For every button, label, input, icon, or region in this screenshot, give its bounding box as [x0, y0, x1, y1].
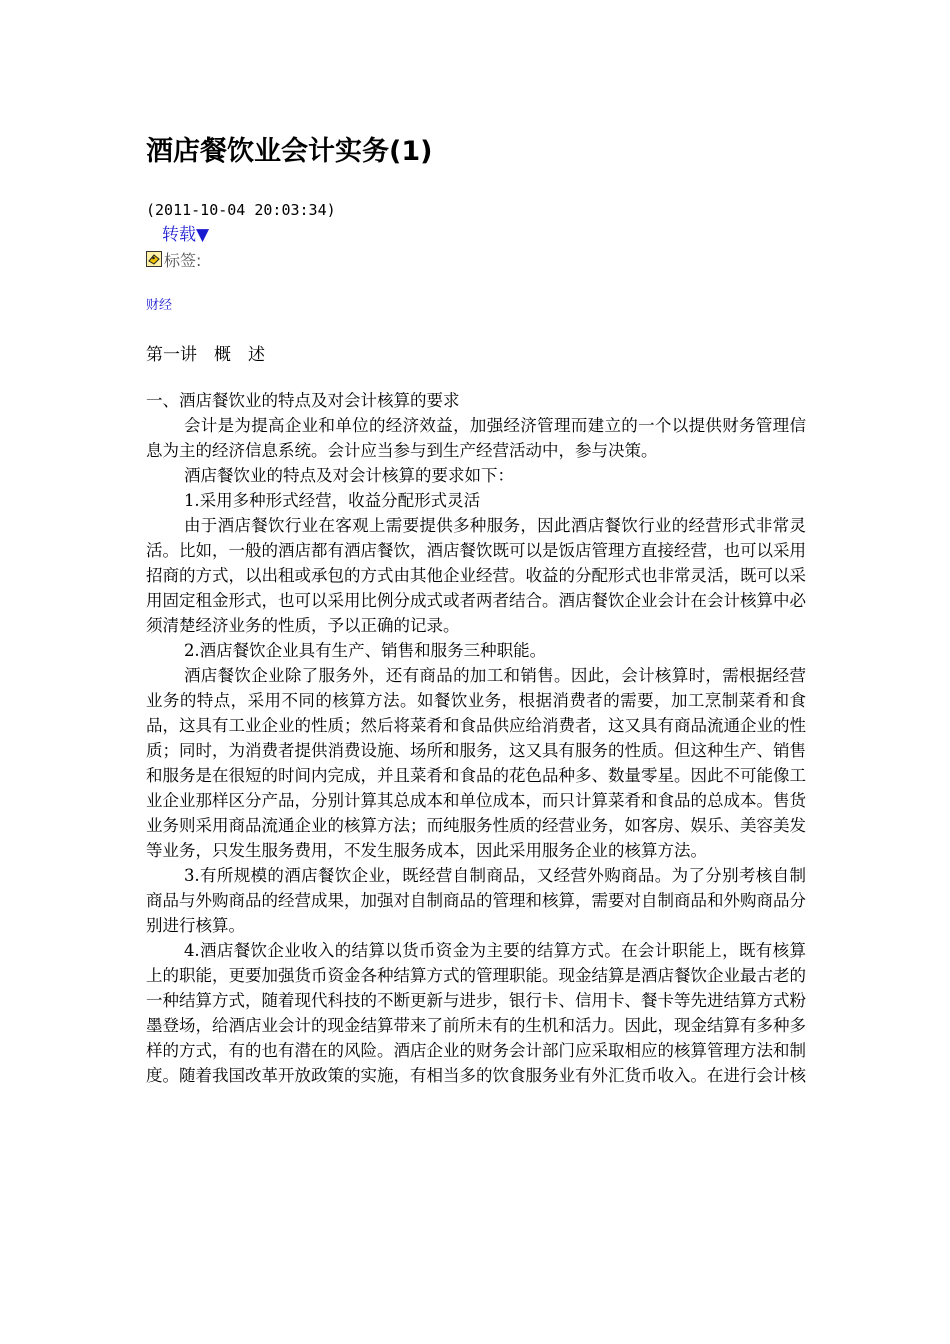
- paragraph: 酒店餐饮企业除了服务外，还有商品的加工和销售。因此，会计核算时，需根据经营业务的特点，采用不同的核算方法。如餐饮业务，根据消费者的需要，加工烹制菜肴和食品，这具有工业企业的性质；然后将菜肴和食品供应给消费者，这又具有商品流通企业的性质；同时，为消费者提供消费设施、场所和服务，这又具有服务的性质。但这种生产、销售和服务是在很短的时间内完成，并且菜肴和食品的花色品种多、数量零星。因此不可能像工业企业那样区分产品，分别计算其总成本和单位成本，而只计算菜肴和食品的总成本。售货业务则采用商品流通企业的核算方法；而纯服务性质的经营业务，如客房、娱乐、美容美发等业务，只发生服务费用，不发生服务成本，因此采用服务企业的核算方法。: [146, 666, 806, 860]
- paragraph: 酒店餐饮业的特点及对会计核算的要求如下：: [183, 466, 514, 485]
- tag-link-finance[interactable]: 财经: [146, 298, 173, 313]
- tag-label: 标签:: [164, 250, 202, 270]
- article-title: 酒店餐饮业会计实务(1): [146, 136, 433, 167]
- paragraph: 2.酒店餐饮企业具有生产、销售和服务三种职能。: [183, 641, 547, 660]
- paragraph: 会计是为提高企业和单位的经济效益，加强经济管理而建立的一个以提供财务管理信息为主的经济信息系统。会计应当参与到生产经营活动中，参与决策。: [146, 416, 806, 460]
- tag-icon: [146, 251, 162, 267]
- section-heading: 一、酒店餐饮业的特点及对会计核算的要求: [146, 391, 460, 410]
- article-body: [146, 388, 806, 1088]
- post-timestamp: (2011-10-04 20:03:34): [146, 201, 336, 219]
- lecture-heading: 第一讲 概 述: [146, 345, 265, 365]
- tag-row: [146, 248, 201, 270]
- repost-button[interactable]: 转载▼: [162, 225, 210, 245]
- paragraph: 3.有所规模的酒店餐饮企业，既经营自制商品，又经营外购商品。为了分别考核自制商品与外购商品的经营成果，加强对自制商品的管理和核算，需要对自制商品和外购商品分别进行核算。: [146, 866, 806, 935]
- paragraph: 由于酒店餐饮行业在客观上需要提供多种服务，因此酒店餐饮行业的经营形式非常灵活。比如，一般的酒店都有酒店餐饮，酒店餐饮既可以是饭店管理方直接经营，也可以采用招商的方式，以出租或承包的方式由其他企业经营。收益的分配形式也非常灵活，既可以采用固定租金形式，也可以采用比例分成式或者两者结合。酒店餐饮企业会计在会计核算中必须清楚经济业务的性质，予以正确的记录。: [146, 516, 806, 635]
- paragraph: 1.采用多种形式经营，收益分配形式灵活: [183, 491, 481, 510]
- paragraph: 4.酒店餐饮企业收入的结算以货币资金为主要的结算方式。在会计职能上，既有核算上的职能，更要加强货币资金各种结算方式的管理职能。现金结算是酒店餐饮企业最古老的一种结算方式，随着现代科技的不断更新与进步，银行卡、信用卡、餐卡等先进结算方式粉墨登场，给酒店业会计的现金结算带来了前所未有的生机和活力。因此，现金结算有多种多样的方式，有的也有潜在的风险。酒店企业的财务会计部门应采取相应的核算管理方法和制度。随着我国改革开放政策的实施，有相当多的饮食服务业有外汇货币收入。在进行会计核: [146, 941, 806, 1085]
